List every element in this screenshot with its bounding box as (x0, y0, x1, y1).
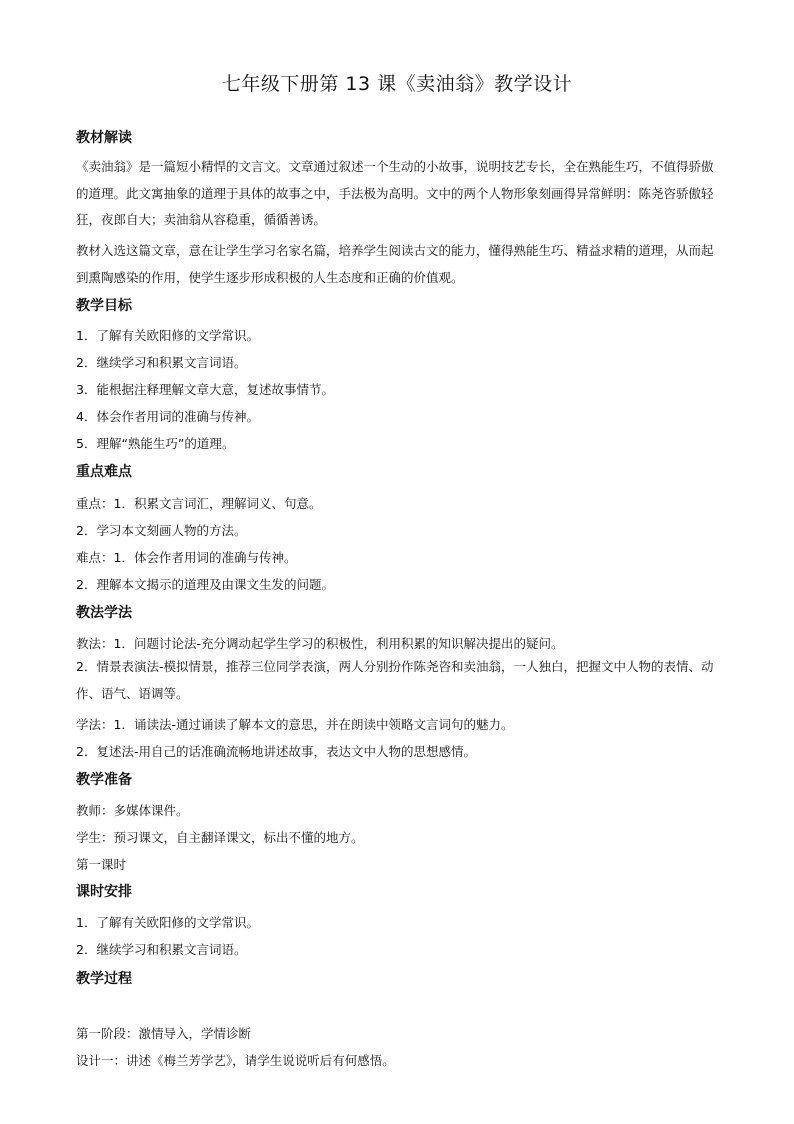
method-item: 教法：1．问题讨论法-充分调动起学生学习的积极性，利用积累的知识解决提出的疑问。 (76, 636, 564, 651)
goal-item: 5．理解“熟能生巧”的道理。 (76, 436, 235, 451)
goal-item: 3．能根据注释理解文章大意，复述故事情节。 (76, 382, 334, 397)
arrangement-item: 1．了解有关欧阳修的文学常识。 (76, 915, 259, 930)
key-point-item: 2．理解本文揭示的道理及由课文生发的问题。 (76, 577, 334, 592)
preparation-item: 教师：多媒体课件。 (76, 803, 189, 818)
arrangement-item: 2．继续学习和积累文言词语。 (76, 942, 247, 957)
section-heading-teaching-methods: 教法学法 (76, 605, 132, 621)
preparation-item: 学生：预习课文，自主翻译课文，标出不懂的地方。 (76, 830, 364, 845)
lesson-label: 第一课时 (76, 857, 127, 872)
section-heading-teaching-process: 教学过程 (76, 971, 132, 987)
process-item: 第一阶段：激情导入，学情诊断 (76, 1026, 252, 1041)
key-point-item: 难点：1．体会作者用词的准确与传神。 (76, 550, 297, 565)
method-item-multiline: 2．情景表演法-模拟情景，推荐三位同学表演，两人分别扮作陈尧咨和卖油翁，一人独白，把握文中人物的表情、动作、语气、语调等。 (76, 659, 714, 701)
section-heading-lesson-arrangement: 课时安排 (76, 884, 132, 900)
section-heading-teaching-preparation: 教学准备 (76, 772, 132, 788)
method-item: 学法：1．诵读法-通过诵读了解本文的意思，并在朗读中领略文言词句的魅力。 (76, 717, 514, 732)
key-point-item: 重点：1．积累文言词汇，理解词义、句意。 (76, 496, 322, 511)
process-item: 设计一：讲述《梅兰芳学艺》，请学生说说听后有何感悟。 (76, 1053, 395, 1068)
section-heading-textbook-analysis: 教材解读 (76, 130, 132, 146)
document-title: 七年级下册第 13 课《卖油翁》教学设计 (221, 73, 573, 95)
paragraph-textbook-analysis-1: 《卖油翁》是一篇短小精悍的文言文。文章通过叙述一个生动的小故事，说明技艺专长，全在熟能生巧，不值得骄傲的道理。此文寓抽象的道理于具体的故事之中，手法极为高明。文中的两个人物形象刻画得异常鲜明：陈尧咨骄傲轻狂，夜郎自大；卖油翁从容稳重，循循善诱。 (76, 159, 714, 227)
section-heading-key-points: 重点难点 (76, 464, 132, 480)
goal-item: 4．体会作者用词的准确与传神。 (76, 409, 259, 424)
goal-item: 2．继续学习和积累文言词语。 (76, 355, 247, 370)
method-item: 2．复述法-用自己的话准确流畅地讲述故事，表达文中人物的思想感情。 (76, 744, 476, 759)
section-heading-teaching-goals: 教学目标 (76, 298, 132, 314)
paragraph-textbook-analysis-2: 教材入选这篇文章，意在让学生学习名家名篇，培养学生阅读古文的能力，懂得熟能生巧、精益求精的道理，从而起到熏陶感染的作用，使学生逐步形成积极的人生态度和正确的价值观。 (76, 243, 714, 285)
key-point-item: 2．学习本文刻画人物的方法。 (76, 523, 247, 538)
goal-item: 1．了解有关欧阳修的文学常识。 (76, 328, 259, 343)
